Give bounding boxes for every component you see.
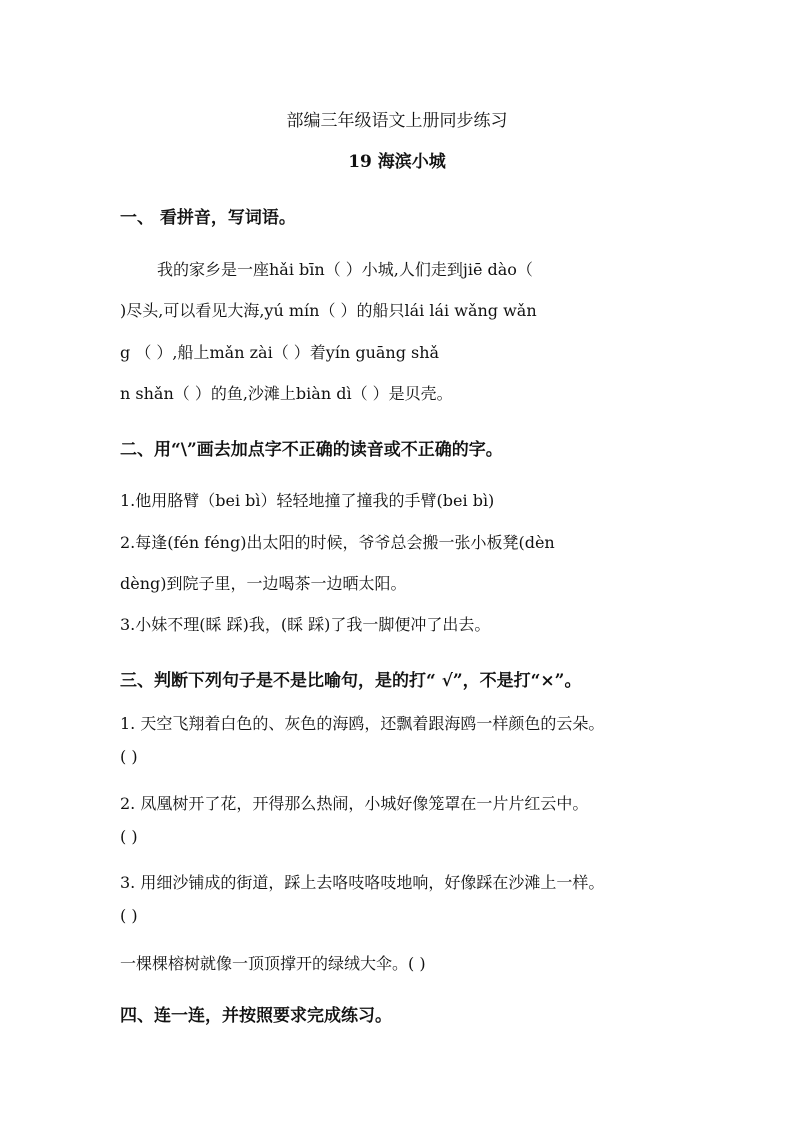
lesson-title: 19 海滨小城 <box>348 152 446 172</box>
section-2-line: 1.他用胳臂（bei bì）轻轻地撞了撞我的手臂(bei bì) <box>120 491 495 510</box>
section-3-heading: 三、判断下列句子是不是比喻句，是的打“ √”，不是打“×”。 <box>120 671 582 691</box>
answer-blank: ( ) <box>120 906 138 925</box>
page-title: 部编三年级语文上册同步练习 <box>286 111 508 131</box>
section-1-line: 我的家乡是一座hǎi bīn（ ）小城,人们走到jiē dào（ <box>157 260 533 279</box>
section-2-line: 3.小妹不理(睬 踩)我，(睬 踩)了我一脚便冲了出去。 <box>120 615 491 634</box>
section-3-line: 3. 用细沙铺成的街道，踩上去咯吱咯吱地响，好像踩在沙滩上一样。 <box>120 873 605 892</box>
answer-blank: ( ) <box>120 827 138 846</box>
section-3-line: 2. 凤凰树开了花，开得那么热闹，小城好像笼罩在一片片红云中。 <box>120 794 589 813</box>
section-1-line: n shǎn（ ）的鱼,沙滩上biàn dì（ ）是贝壳。 <box>120 384 453 403</box>
section-1-line: g （ ）,船上mǎn zài（ ）着yín guāng shǎ <box>120 343 440 362</box>
section-1-heading: 一、 看拼音，写词语。 <box>120 208 296 228</box>
section-3-line: 1. 天空飞翔着白色的、灰色的海鸥，还飘着跟海鸥一样颜色的云朵。 <box>120 714 605 733</box>
section-3-line: 一棵棵榕树就像一顶顶撑开的绿绒大伞。( ) <box>120 954 426 973</box>
answer-blank: ( ) <box>120 747 138 766</box>
section-2-line: dèng)到院子里，一边喝茶一边晒太阳。 <box>120 574 407 593</box>
section-1-line: )尽头,可以看见大海,yú mín（ ）的船只lái lái wǎng wǎn <box>120 301 537 320</box>
section-2-heading: 二、用“\”画去加点字不正确的读音或不正确的字。 <box>120 440 503 460</box>
section-4-heading: 四、连一连，并按照要求完成练习。 <box>120 1006 392 1026</box>
section-2-line: 2.每逢(fén féng)出太阳的时候，爷爷总会搬一张小板凳(dèn <box>120 533 555 552</box>
